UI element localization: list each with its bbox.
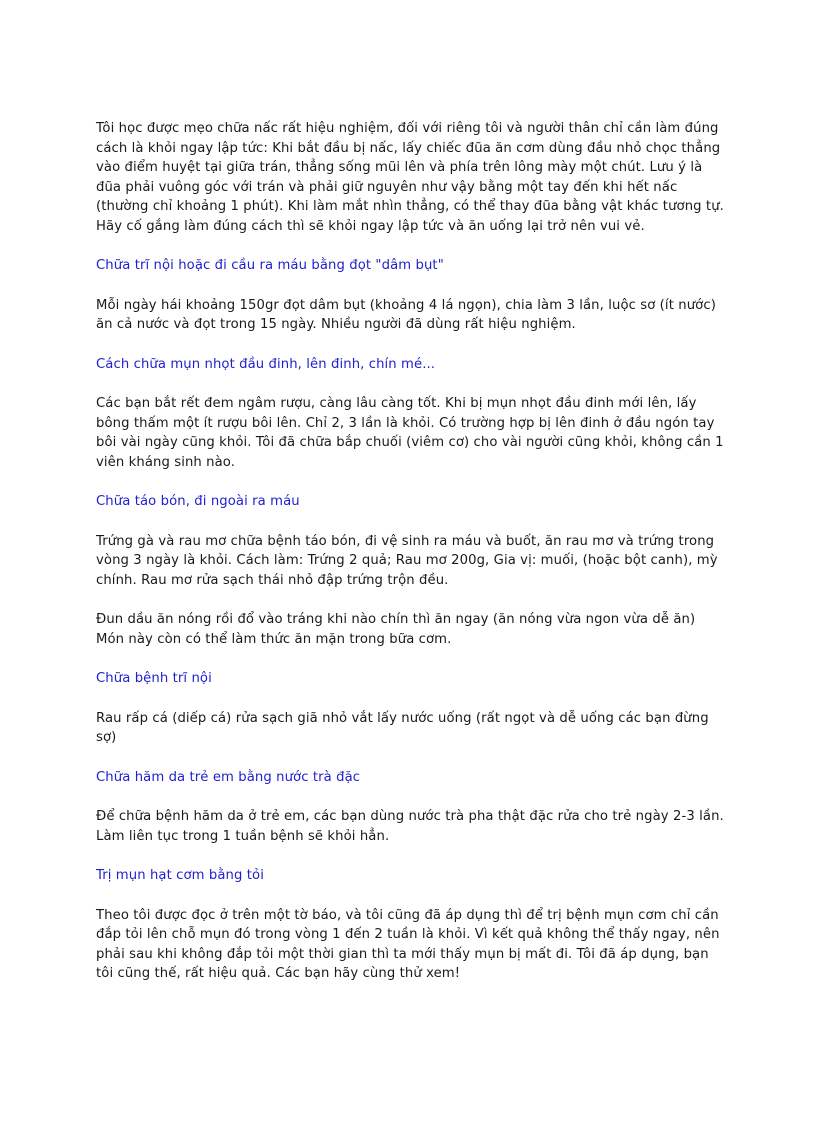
heading-internal-hemorrhoids: Chữa bệnh trĩ nội <box>96 671 212 686</box>
heading-boils-remedy: Cách chữa mụn nhọt đầu đinh, lên đinh, chín mé... <box>96 356 436 372</box>
paragraph-internal-hemorrhoids: Rau rấp cá (diếp cá) rửa sạch giã nhỏ vắt lấy nước uống (rất ngọt và dễ uống các bạn đừng sợ) <box>96 710 709 745</box>
paragraph-constipation-cooking: Đun dầu ăn nóng rồi đổ vào tráng khi nào chín thì ăn ngay (ăn nóng vừa ngon vừa dễ ăn) Món này còn có thể làm thức ăn mặn trong bữa cơm. <box>96 612 696 647</box>
paragraph-warts-garlic: Theo tôi được đọc ở trên một tờ báo, và tôi cũng đã áp dụng thì để trị bệnh mụn cơm chỉ cần đắp tỏi lên chỗ mụn đó trong vòng 1 đến 2 tuần là khỏi. Vì kết quả không thể thấy ngay, nên phải sau khi không đắp tỏi một thời gian thì ta mới thấy mụn bị mất đi. Tôi đã áp dụng, bạn tôi cũng thế, rất hiệu quả. Các bạn hãy cùng thử xem! <box>96 907 720 981</box>
paragraph-constipation-recipe: Trứng gà và rau mơ chữa bệnh táo bón, đi vệ sinh ra máu và buốt, ăn rau mơ và trứng trong vòng 3 ngày là khỏi. Cách làm: Trứng 2 quả; Rau mơ 200g, Gia vị: muối, (hoặc bột canh), mỳ chính. Rau mơ rửa sạch thái nhỏ đập trứng trộn đều. <box>96 533 718 588</box>
heading-constipation: Chữa táo bón, đi ngoài ra máu <box>96 494 300 509</box>
heading-warts-garlic: Trị mụn hạt cơm bằng tỏi <box>96 868 264 883</box>
paragraph-hiccup-remedy: Tôi học được mẹo chữa nấc rất hiệu nghiệm, đối với riêng tôi và người thân chỉ cần làm đúng cách là khỏi ngay lập tức: Khi bắt đầu bị nấc, lấy chiếc đũa ăn cơm dùng đầu nhỏ chọc thẳng vào điểm huyệt tại giữa trán, thẳng sống mũi lên và phía trên lông mày một chút. Lưu ý là đũa phải vuông góc với trán và phải giữ nguyên như vậy bằng một tay đến khi hết nấc (thường chỉ khoảng 1 phút). Khi làm mắt nhìn thẳng, có thể thay đũa bằng vật khác tương tự. Hãy cố gắng làm đúng cách thì sẽ khỏi ngay lập tức và ăn uống lại trở nên vui vẻ. <box>96 121 724 234</box>
document-body <box>96 119 726 1004</box>
heading-hemorrhoids-hibiscus: Chữa trĩ nội hoặc đi cầu ra máu bằng đọt "dâm bụt" <box>96 258 444 273</box>
paragraph-diaper-rash-tea: Để chữa bệnh hăm da ở trẻ em, các bạn dùng nước trà pha thật đặc rửa cho trẻ ngày 2-3 lần. Làm liên tục trong 1 tuần bệnh sẽ khỏi hẳn. <box>96 809 724 844</box>
paragraph-hemorrhoids-hibiscus: Mỗi ngày hái khoảng 150gr đọt dâm bụt (khoảng 4 lá ngọn), chia làm 3 lần, luộc sơ (ít nước) ăn cả nước và đọt trong 15 ngày. Nhiều người đã dùng rất hiệu nghiệm. <box>96 297 716 332</box>
heading-diaper-rash-tea: Chữa hăm da trẻ em bằng nước trà đặc <box>96 769 361 785</box>
paragraph-boils-remedy: Các bạn bắt rết đem ngâm rượu, càng lâu càng tốt. Khi bị mụn nhọt đầu đinh mới lên, lấy bông thấm một ít rượu bôi lên. Chỉ 2, 3 lần là khỏi. Có trường hợp bị lên đinh ở đầu ngón tay bôi vài ngày cũng khỏi. Tôi đã chữa bắp chuối (viêm cơ) cho vài người cũng khỏi, không cần 1 viên kháng sinh nào. <box>96 396 724 470</box>
